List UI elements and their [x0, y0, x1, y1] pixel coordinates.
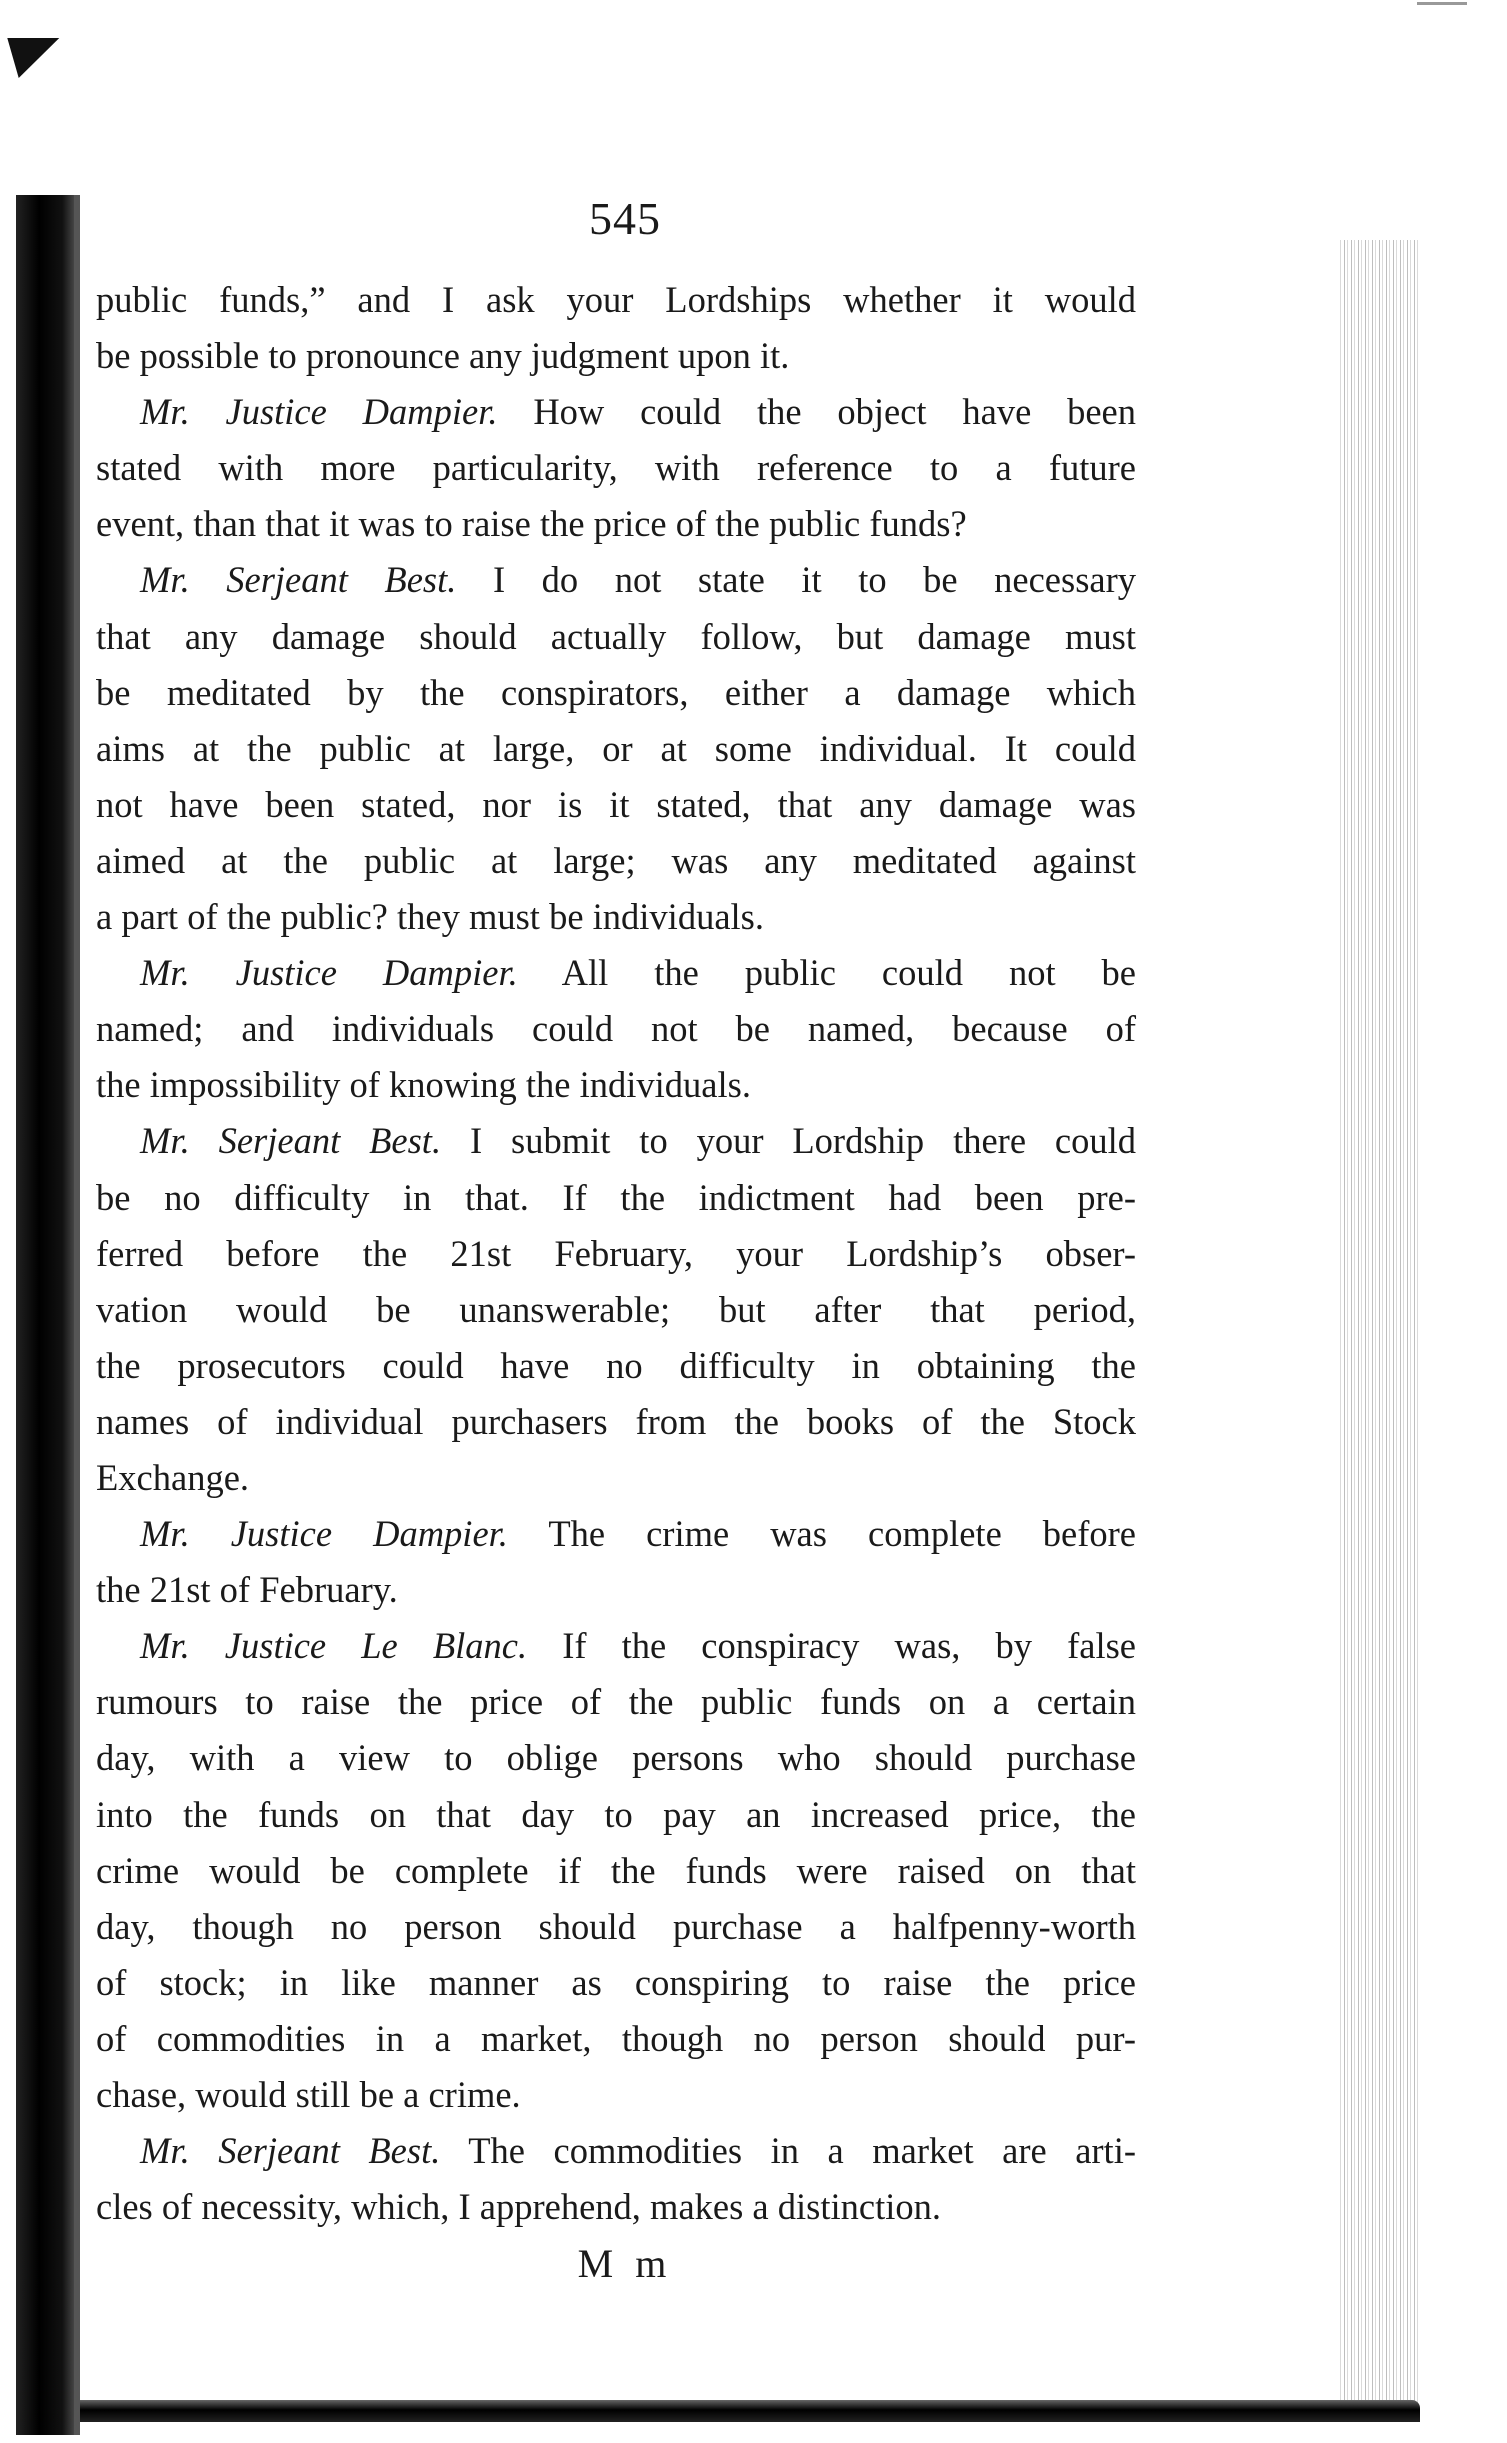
- text-line: [96, 328, 1136, 384]
- text-line: [96, 440, 1136, 496]
- text-line: [96, 1057, 1136, 1113]
- text-line: [96, 1394, 1136, 1450]
- text-line: [96, 1618, 1136, 1674]
- line-text: crime would be complete if the funds were raised on that: [96, 1849, 1136, 1891]
- text-line: [96, 609, 1136, 665]
- line-text: the impossibility of knowing the individuals.: [96, 1064, 751, 1106]
- body-text: [96, 272, 1136, 2235]
- speaker-name: Mr. Justice Le Blanc.: [140, 1625, 528, 1667]
- line-text: of commodities in a market, though no person should pur-: [96, 2017, 1136, 2059]
- line-text: that any damage should actually follow, but damage must: [96, 615, 1136, 657]
- line-text: be no difficulty in that. If the indictment had been pre-: [96, 1176, 1136, 1218]
- text-line: [96, 1674, 1136, 1730]
- text-line: [96, 496, 1136, 552]
- line-text: aimed at the public at large; was any meditated against: [96, 839, 1136, 881]
- text-line: [96, 1787, 1136, 1843]
- text-line: [96, 1506, 1136, 1562]
- line-text: If the conspiracy was, by false: [562, 1625, 1136, 1667]
- line-text: names of individual purchasers from the books of the Stock: [96, 1400, 1136, 1442]
- line-text: public funds,” and I ask your Lordships whether it would: [96, 279, 1136, 320]
- text-line: [96, 272, 1136, 328]
- line-text: The commodities in a market are arti-: [468, 2130, 1136, 2172]
- line-text: named; and individuals could not be named, because of: [96, 1008, 1136, 1050]
- line-text: chase, would still be a crime.: [96, 2074, 521, 2115]
- text-line: [96, 1170, 1136, 1226]
- text-line: [96, 2123, 1136, 2179]
- speaker-name: Mr. Serjeant Best.: [140, 2130, 441, 2172]
- text-line: [96, 721, 1136, 777]
- line-text: rumours to raise the price of the public funds on a certain: [96, 1681, 1136, 1723]
- text-line: [96, 1113, 1136, 1169]
- line-text: I do not state it to be necessary: [492, 559, 1137, 601]
- speaker-name: Mr. Justice Dampier.: [140, 391, 498, 433]
- line-text: I submit to your Lordship there could: [469, 1120, 1136, 1162]
- line-text: event, than that it was to raise the price of the public funds?: [96, 503, 967, 545]
- speaker-name: Mr. Justice Dampier.: [140, 1513, 508, 1555]
- text-line: [96, 833, 1136, 889]
- text-line: [96, 1562, 1136, 1618]
- text-line: [96, 1899, 1136, 1955]
- page-edge-texture: [1340, 240, 1420, 2410]
- text-line: [96, 1282, 1136, 1338]
- binding-shadow-edge: [74, 195, 80, 2435]
- line-text: a part of the public? they must be individuals.: [96, 896, 764, 938]
- speaker-name: Mr. Serjeant Best.: [140, 1120, 442, 1162]
- speaker-name: Mr. Serjeant Best.: [140, 559, 457, 601]
- line-text: into the funds on that day to pay an increased price, the: [96, 1793, 1136, 1835]
- line-text: day, with a view to oblige persons who should purchase: [96, 1737, 1136, 1779]
- text-line: [96, 2067, 1136, 2123]
- line-text: the prosecutors could have no difficulty in obtaining the: [96, 1344, 1136, 1386]
- line-text: cles of necessity, which, I apprehend, makes a distinction.: [96, 2186, 941, 2228]
- text-line: [96, 2011, 1136, 2067]
- text-line: [96, 1955, 1136, 2011]
- line-text: of stock; in like manner as conspiring to raise the price: [96, 1961, 1136, 2003]
- line-text: stated with more particularity, with reference to a future: [96, 447, 1136, 489]
- text-line: [96, 665, 1136, 721]
- line-text: the 21st of February.: [96, 1569, 398, 1611]
- speaker-name: Mr. Justice Dampier.: [140, 952, 518, 994]
- line-text: The crime was complete before: [548, 1513, 1137, 1555]
- top-right-scan-mark: [1417, 2, 1467, 5]
- page-number: 545: [589, 193, 661, 244]
- text-line: [96, 552, 1136, 608]
- text-line: [96, 1338, 1136, 1394]
- signature-mark: M m: [577, 2241, 673, 2286]
- line-text: Exchange.: [96, 1456, 250, 1498]
- line-text: be meditated by the conspirators, either a damage which: [96, 671, 1136, 713]
- text-line: [96, 384, 1136, 440]
- corner-arrow-mark: [0, 38, 59, 78]
- text-line: [96, 1001, 1136, 1057]
- line-text: vation would be unanswerable; but after that period,: [96, 1288, 1136, 1330]
- text-line: [96, 777, 1136, 833]
- text-line: [96, 889, 1136, 945]
- binding-shadow: [16, 195, 74, 2435]
- line-text: day, though no person should purchase a halfpenny-worth: [96, 1905, 1136, 1947]
- line-text: be possible to pronounce any judgment upon it.: [96, 335, 790, 377]
- text-line: [96, 1450, 1136, 1506]
- text-line: [96, 1730, 1136, 1786]
- line-text: How could the object have been: [533, 391, 1137, 433]
- text-line: [96, 2179, 1136, 2235]
- line-text: ferred before the 21st February, your Lordship’s obser-: [96, 1232, 1136, 1274]
- text-line: [96, 1843, 1136, 1899]
- bottom-edge-shadow: [80, 2400, 1420, 2422]
- line-text: not have been stated, nor is it stated, that any damage was: [96, 783, 1136, 825]
- text-line: [96, 1226, 1136, 1282]
- line-text: aims at the public at large, or at some individual. It could: [96, 727, 1136, 769]
- text-line: [96, 945, 1136, 1001]
- line-text: All the public could not be: [561, 952, 1136, 994]
